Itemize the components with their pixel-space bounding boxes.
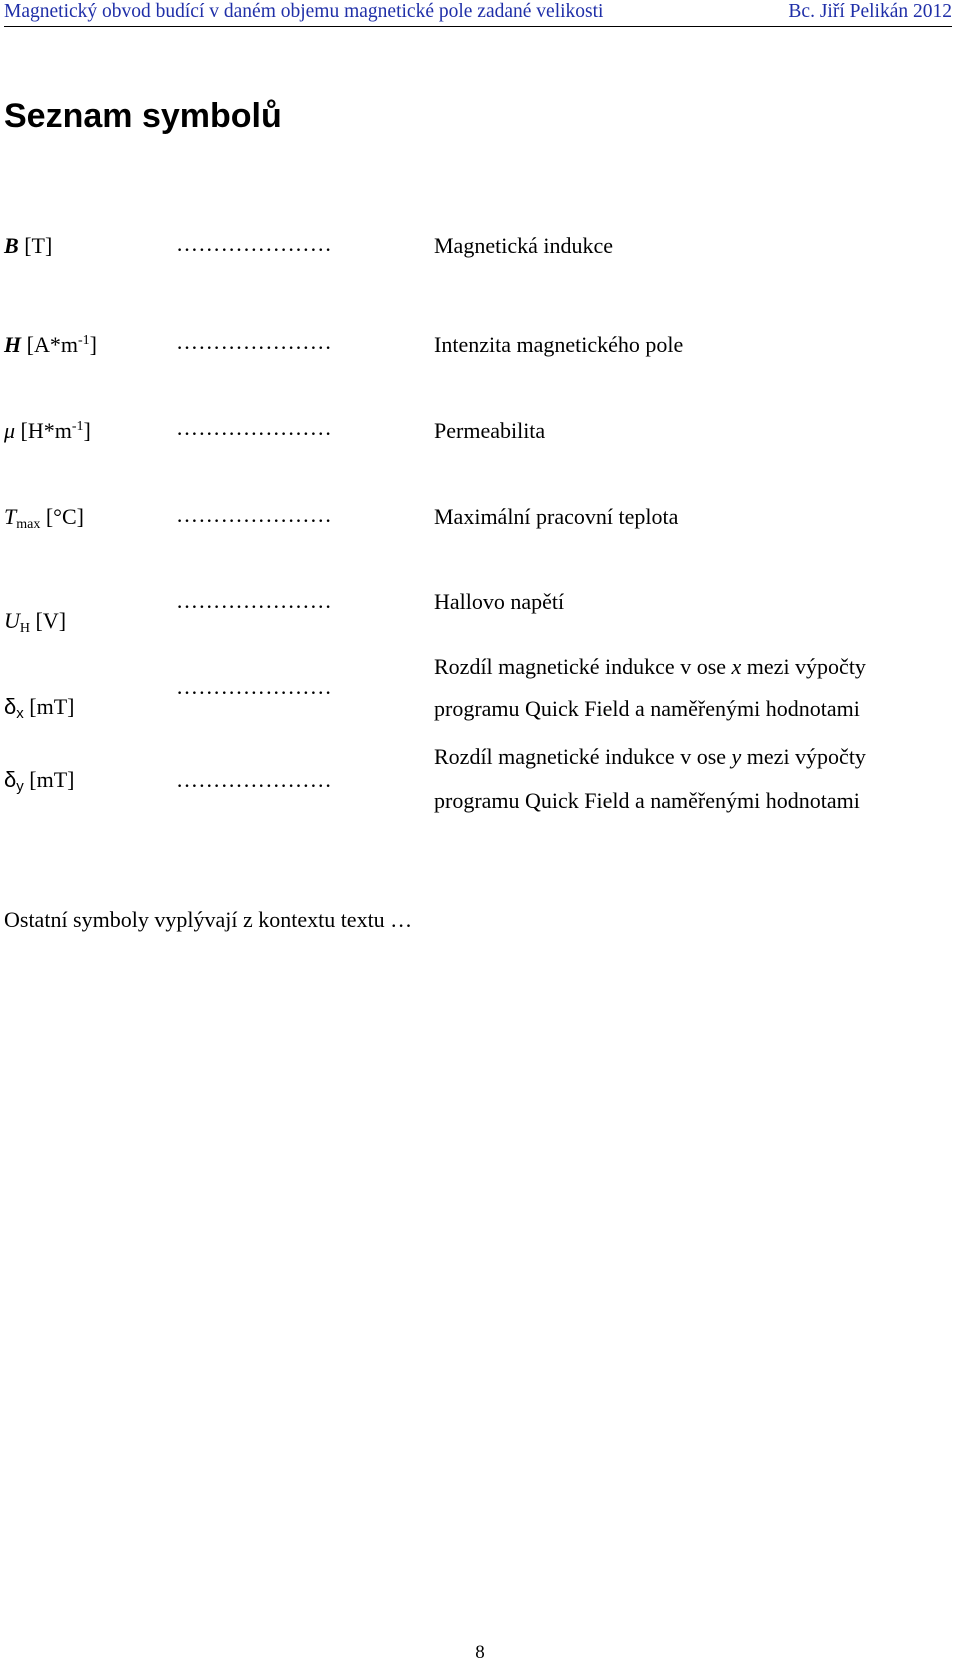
symbol-tmax-subscript: max	[16, 517, 41, 532]
symbol-tmax-unit: [°C]	[45, 504, 84, 529]
symbol-delta-y-letter: δ	[4, 767, 17, 792]
leader-dots: …………………	[176, 329, 333, 354]
symbol-delta-x-letter: δ	[4, 694, 17, 719]
symbol-delta-y	[4, 767, 74, 793]
leader-dots: …………………	[176, 231, 333, 256]
footnote-other-symbols: Ostatní symboly vyplývají z kontextu textu …	[4, 907, 413, 932]
header-document-title: Magnetický obvod budící v daném objemu magnetické pole zadané velikosti	[4, 1, 604, 22]
symbol-uh-letter: U	[4, 608, 20, 633]
page-title: Seznam symbolů	[4, 97, 282, 135]
leader-dots: …………………	[176, 767, 333, 792]
leader-dots: …………………	[176, 502, 333, 527]
symbol-delta-x	[4, 694, 74, 720]
page-number: 8	[475, 1642, 485, 1663]
symbol-tmax-letter: T	[4, 504, 17, 529]
header-author-year: Bc. Jiří Pelikán 2012	[788, 1, 952, 22]
leader-dots: …………………	[176, 674, 333, 699]
symbol-uh	[4, 608, 66, 634]
symbol-mu	[4, 418, 91, 444]
symbol-mu-letter: μ	[4, 418, 16, 443]
symbol-uh-unit: [V]	[35, 608, 67, 633]
symbol-delta-y-subscript: y	[16, 778, 24, 795]
symbol-b-description: Magnetická indukce	[434, 233, 613, 258]
symbol-h-letter: H	[4, 332, 22, 357]
symbol-b	[4, 233, 52, 259]
symbol-tmax	[4, 504, 84, 530]
symbol-mu-description: Permeabilita	[434, 418, 546, 443]
symbol-h-unit: $[A*m^{-1}]$	[26, 332, 97, 357]
symbol-delta-x-subscript: x	[16, 705, 24, 722]
symbol-b-letter: B	[4, 233, 19, 258]
symbol-uh-subscript: H	[19, 621, 31, 636]
symbol-delta-x-unit: [mT]	[29, 694, 75, 719]
symbol-delta-y-unit: [mT]	[29, 767, 75, 792]
running-header	[4, 0, 952, 27]
symbol-delta-x-description-line1: Rozdíl magnetické indukce v ose x mezi výpočty	[434, 654, 866, 679]
symbol-mu-unit: $[H*m^{-1}]$	[20, 418, 91, 443]
leader-dots: …………………	[176, 415, 333, 440]
symbol-delta-x-description-line2: programu Quick Field a naměřenými hodnotami	[434, 696, 860, 721]
symbol-delta-y-description-line1: Rozdíl magnetické indukce v ose y mezi výpočty	[434, 744, 866, 769]
symbol-b-unit: [T]	[24, 233, 53, 258]
leader-dots: …………………	[176, 588, 333, 613]
symbol-uh-description: Hallovo napětí	[434, 589, 565, 614]
symbol-tmax-description: Maximální pracovní teplota	[434, 504, 679, 529]
symbol-h-description: Intenzita magnetického pole	[434, 332, 684, 357]
symbol-delta-y-description-line2: programu Quick Field a naměřenými hodnotami	[434, 788, 860, 813]
symbol-h	[4, 332, 97, 358]
